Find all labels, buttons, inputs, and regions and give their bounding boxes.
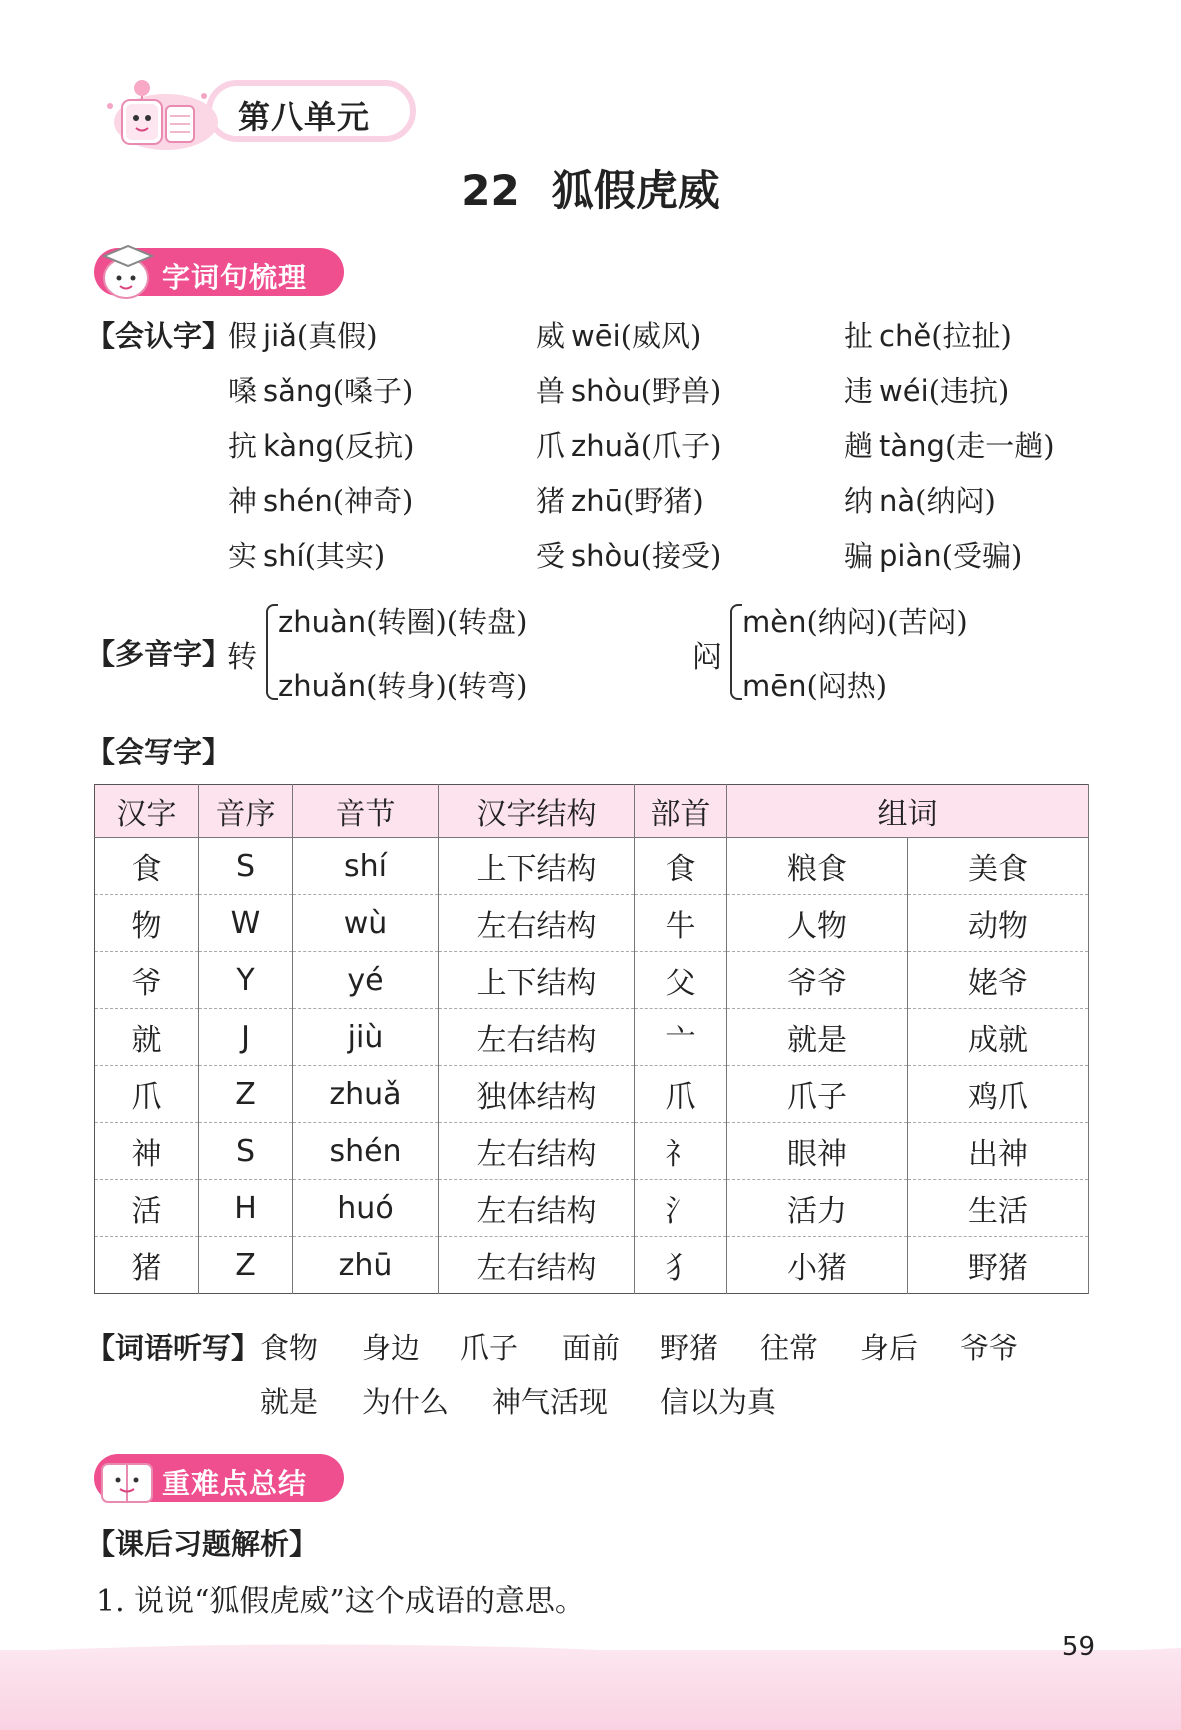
bottom-band bbox=[0, 1650, 1181, 1730]
recognize-word: (野猪) bbox=[623, 484, 704, 518]
recognize-char: 趟 bbox=[844, 429, 874, 463]
write-table bbox=[94, 784, 1089, 1294]
recognize-word: (违抗) bbox=[928, 374, 1010, 408]
recognize-word: (野兽) bbox=[640, 374, 722, 408]
recognize-word: (拉扯) bbox=[931, 319, 1012, 353]
dictation-word: 面前 bbox=[562, 1331, 621, 1365]
recognize-char: 违 bbox=[844, 374, 874, 408]
cell-structure: 上下结构 bbox=[439, 952, 635, 1009]
cell-initial: Z bbox=[199, 1066, 293, 1123]
recognize-pinyin: shòu bbox=[571, 539, 641, 573]
recognize-word: (神奇) bbox=[332, 484, 414, 518]
dictation-word: 爪子 bbox=[460, 1331, 519, 1365]
cell-syllable: shí bbox=[293, 838, 439, 895]
recognize-item bbox=[536, 479, 704, 520]
cell-structure: 上下结构 bbox=[439, 838, 635, 895]
recognize-char: 猪 bbox=[536, 484, 566, 518]
recognize-char: 神 bbox=[228, 484, 258, 518]
header-initial: 音序 bbox=[199, 785, 293, 838]
header-words: 组词 bbox=[727, 785, 1089, 838]
cell-structure: 左右结构 bbox=[439, 1180, 635, 1237]
cell-radical: 亠 bbox=[635, 1009, 727, 1066]
cell-word-2: 姥爷 bbox=[908, 952, 1089, 1009]
cell-char: 物 bbox=[95, 895, 199, 952]
recognize-char: 嗓 bbox=[228, 374, 258, 408]
cell-word-2: 野猪 bbox=[908, 1237, 1089, 1294]
dictation-tag: 【词语听写】 bbox=[86, 1331, 261, 1365]
recognize-item bbox=[536, 534, 721, 575]
recognize-item bbox=[228, 534, 385, 575]
cell-word-1: 就是 bbox=[727, 1009, 908, 1066]
cell-structure: 左右结构 bbox=[439, 1237, 635, 1294]
table-row bbox=[95, 895, 1089, 952]
table-row bbox=[95, 1009, 1089, 1066]
cell-syllable: zhū bbox=[293, 1237, 439, 1294]
section-title-vocab: 字词句梳理 bbox=[162, 261, 308, 294]
recognize-word: (走一趟) bbox=[944, 429, 1055, 463]
recognize-item bbox=[228, 424, 415, 465]
recognize-char: 骗 bbox=[844, 539, 874, 573]
dictation-word: 爷爷 bbox=[960, 1331, 1019, 1365]
recognize-pinyin: tàng bbox=[879, 429, 945, 463]
polyphone-char-1: 转 bbox=[227, 640, 257, 675]
table-row bbox=[95, 1180, 1089, 1237]
cell-structure: 左右结构 bbox=[439, 1009, 635, 1066]
recognize-pinyin: wéi bbox=[879, 374, 929, 408]
cell-word-2: 美食 bbox=[908, 838, 1089, 895]
cell-word-1: 眼神 bbox=[727, 1123, 908, 1180]
lesson-title bbox=[0, 158, 1181, 218]
recognize-tag: 【会认字】 bbox=[86, 319, 232, 353]
recognize-pinyin: wēi bbox=[571, 319, 621, 353]
cell-word-1: 粮食 bbox=[727, 838, 908, 895]
cell-syllable: shén bbox=[293, 1123, 439, 1180]
recognize-item bbox=[228, 369, 413, 410]
cell-radical: 爪 bbox=[635, 1066, 727, 1123]
section-title-key-points: 重难点总结 bbox=[162, 1467, 308, 1500]
recognize-char: 实 bbox=[228, 539, 258, 573]
mascot-icon bbox=[96, 66, 226, 156]
recognize-pinyin: nà bbox=[879, 484, 916, 518]
recognize-char: 受 bbox=[536, 539, 566, 573]
polyphone-reading: mèn(纳闷)(苦闷) bbox=[742, 605, 968, 639]
recognize-item bbox=[536, 314, 701, 355]
recognize-pinyin: zhuǎ bbox=[571, 429, 641, 463]
cell-radical: 犭 bbox=[635, 1237, 727, 1294]
recognize-char: 威 bbox=[536, 319, 566, 353]
question-1: 1. 说说“狐假虎威”这个成语的意思。 bbox=[96, 1584, 585, 1619]
cell-word-1: 活力 bbox=[727, 1180, 908, 1237]
cell-radical: 牛 bbox=[635, 895, 727, 952]
cell-radical: 氵 bbox=[635, 1180, 727, 1237]
cell-char: 神 bbox=[95, 1123, 199, 1180]
cell-syllable: huó bbox=[293, 1180, 439, 1237]
cell-word-1: 爷爷 bbox=[727, 952, 908, 1009]
cell-syllable: wù bbox=[293, 895, 439, 952]
recognize-item bbox=[844, 534, 1022, 575]
recognize-item bbox=[844, 314, 1012, 355]
recognize-item bbox=[228, 314, 378, 355]
dictation-word: 就是 bbox=[260, 1385, 319, 1419]
recognize-char: 假 bbox=[228, 319, 258, 353]
recognize-char: 抗 bbox=[228, 429, 258, 463]
cell-word-2: 成就 bbox=[908, 1009, 1089, 1066]
recognize-pinyin: shí bbox=[263, 539, 305, 573]
recognize-item bbox=[536, 424, 721, 465]
page-number: 59 bbox=[1061, 1632, 1095, 1662]
cell-syllable: yé bbox=[293, 952, 439, 1009]
recognize-word: (威风) bbox=[620, 319, 702, 353]
recognize-char: 扯 bbox=[844, 319, 874, 353]
dictation-word: 野猪 bbox=[660, 1331, 719, 1365]
dictation-word: 食物 bbox=[260, 1331, 319, 1365]
cell-initial: S bbox=[199, 1123, 293, 1180]
section-badge-vocab bbox=[94, 248, 344, 296]
recognize-pinyin: zhū bbox=[571, 484, 623, 518]
recognize-word: (反抗) bbox=[333, 429, 415, 463]
student-mascot-icon bbox=[96, 238, 158, 304]
brace-2 bbox=[730, 604, 742, 700]
dictation-word: 往常 bbox=[760, 1331, 819, 1365]
cell-word-1: 小猪 bbox=[727, 1237, 908, 1294]
recognize-word: (纳闷) bbox=[915, 484, 996, 518]
cell-char: 爷 bbox=[95, 952, 199, 1009]
recognize-char: 纳 bbox=[844, 484, 874, 518]
lesson-name: 狐假虎威 bbox=[551, 166, 720, 215]
cell-structure: 独体结构 bbox=[439, 1066, 635, 1123]
cell-initial: H bbox=[199, 1180, 293, 1237]
unit-label: 第八单元 bbox=[238, 98, 371, 136]
lesson-number: 22 bbox=[461, 166, 520, 215]
recognize-pinyin: kàng bbox=[263, 429, 334, 463]
recognize-pinyin: shén bbox=[263, 484, 333, 518]
recognize-char: 兽 bbox=[536, 374, 566, 408]
brace-1 bbox=[266, 604, 278, 700]
book-mascot-icon bbox=[96, 1444, 158, 1510]
recognize-word: (其实) bbox=[304, 539, 386, 573]
cell-char: 爪 bbox=[95, 1066, 199, 1123]
recognize-item bbox=[536, 369, 721, 410]
cell-structure: 左右结构 bbox=[439, 895, 635, 952]
header-syllable: 音节 bbox=[293, 785, 439, 838]
table-header-row bbox=[95, 785, 1089, 838]
section-badge-key-points bbox=[94, 1454, 344, 1502]
cell-initial: Z bbox=[199, 1237, 293, 1294]
cell-word-2: 鸡爪 bbox=[908, 1066, 1089, 1123]
cell-initial: Y bbox=[199, 952, 293, 1009]
table-row bbox=[95, 838, 1089, 895]
dictation-word: 身后 bbox=[860, 1331, 919, 1365]
recognize-pinyin: sǎng bbox=[263, 374, 333, 408]
cell-radical: 礻 bbox=[635, 1123, 727, 1180]
header-structure: 汉字结构 bbox=[439, 785, 635, 838]
dictation-word: 神气活现 bbox=[492, 1385, 609, 1419]
cell-initial: J bbox=[199, 1009, 293, 1066]
cell-word-1: 爪子 bbox=[727, 1066, 908, 1123]
polyphone-reading: zhuàn(转圈)(转盘) bbox=[278, 605, 528, 639]
recognize-pinyin: jiǎ bbox=[263, 319, 297, 353]
header-char: 汉字 bbox=[95, 785, 199, 838]
dictation-word: 为什么 bbox=[362, 1385, 450, 1419]
polyphone-tag: 【多音字】 bbox=[86, 637, 232, 671]
table-row bbox=[95, 1123, 1089, 1180]
header-radical: 部首 bbox=[635, 785, 727, 838]
cell-char: 就 bbox=[95, 1009, 199, 1066]
cell-char: 食 bbox=[95, 838, 199, 895]
recognize-item bbox=[844, 424, 1055, 465]
cell-syllable: jiù bbox=[293, 1009, 439, 1066]
recognize-word: (接受) bbox=[640, 539, 722, 573]
cell-initial: S bbox=[199, 838, 293, 895]
cell-word-2: 出神 bbox=[908, 1123, 1089, 1180]
cell-initial: W bbox=[199, 895, 293, 952]
polyphone-reading: zhuǎn(转身)(转弯) bbox=[278, 669, 528, 703]
recognize-pinyin: shòu bbox=[571, 374, 641, 408]
recognize-item bbox=[844, 479, 996, 520]
recognize-word: (受骗) bbox=[941, 539, 1023, 573]
recognize-item bbox=[228, 479, 413, 520]
cell-word-2: 生活 bbox=[908, 1180, 1089, 1237]
polyphone-reading: mēn(闷热) bbox=[742, 669, 888, 703]
cell-radical: 父 bbox=[635, 952, 727, 1009]
cell-word-2: 动物 bbox=[908, 895, 1089, 952]
table-row bbox=[95, 1066, 1089, 1123]
cell-char: 活 bbox=[95, 1180, 199, 1237]
cell-radical: 食 bbox=[635, 838, 727, 895]
recognize-word: (真假) bbox=[296, 319, 378, 353]
polyphone-char-2: 闷 bbox=[692, 640, 722, 675]
recognize-pinyin: chě bbox=[879, 319, 932, 353]
cell-structure: 左右结构 bbox=[439, 1123, 635, 1180]
recognize-word: (爪子) bbox=[640, 429, 722, 463]
write-tag: 【会写字】 bbox=[86, 735, 232, 769]
cell-char: 猪 bbox=[95, 1237, 199, 1294]
recognize-word: (嗓子) bbox=[332, 374, 414, 408]
table-row bbox=[95, 952, 1089, 1009]
recognize-char: 爪 bbox=[536, 429, 566, 463]
unit-banner bbox=[96, 66, 436, 156]
dictation-word: 信以为真 bbox=[660, 1385, 777, 1419]
dictation-word: 身边 bbox=[362, 1331, 421, 1365]
cell-syllable: zhuǎ bbox=[293, 1066, 439, 1123]
table-row bbox=[95, 1237, 1089, 1294]
exercises-tag: 【课后习题解析】 bbox=[86, 1527, 319, 1561]
recognize-item bbox=[844, 369, 1009, 410]
cell-word-1: 人物 bbox=[727, 895, 908, 952]
recognize-pinyin: piàn bbox=[879, 539, 942, 573]
